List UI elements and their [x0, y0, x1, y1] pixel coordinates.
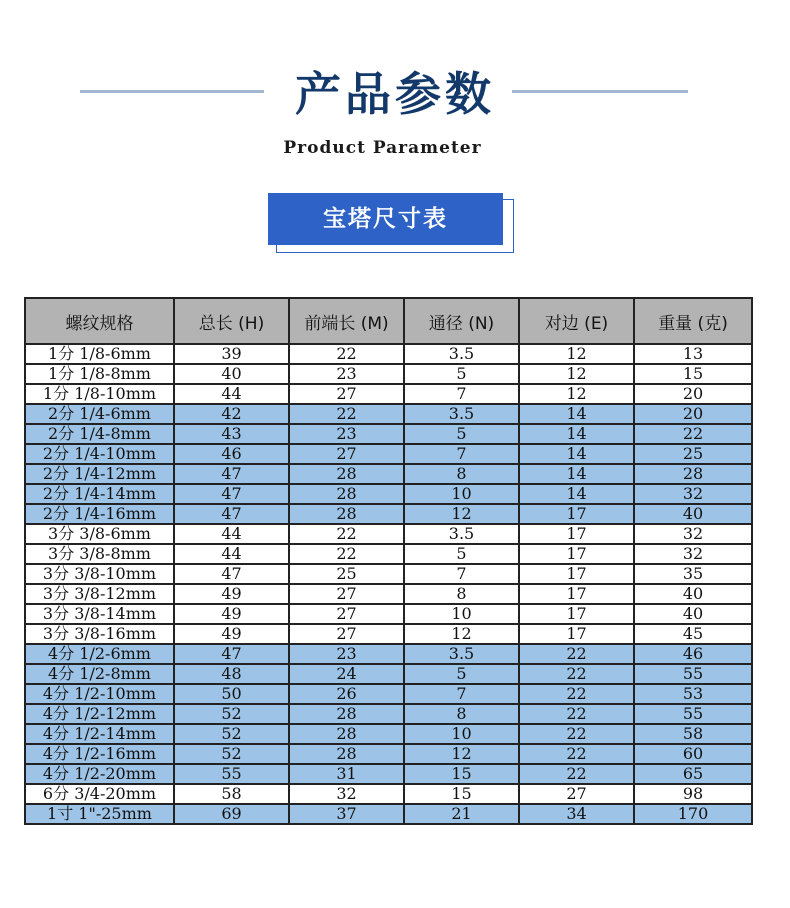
table-cell: 4分 1/2-14mm — [25, 724, 174, 744]
table-cell: 34 — [519, 804, 634, 824]
column-header: 螺纹规格 — [25, 298, 174, 344]
table-row — [25, 524, 752, 544]
table-cell: 2分 1/4-14mm — [25, 484, 174, 504]
table-cell: 46 — [634, 644, 752, 664]
table-cell: 32 — [634, 544, 752, 564]
table-row — [25, 344, 752, 364]
column-header: 重量 (克) — [634, 298, 752, 344]
table-cell: 15 — [634, 364, 752, 384]
table-cell: 5 — [404, 364, 519, 384]
table-cell: 15 — [404, 764, 519, 784]
table-cell: 7 — [404, 384, 519, 404]
table-cell: 26 — [289, 684, 404, 704]
table-row — [25, 704, 752, 724]
table-row — [25, 444, 752, 464]
table-cell: 23 — [289, 364, 404, 384]
table-cell: 69 — [174, 804, 289, 824]
table-cell: 2分 1/4-8mm — [25, 424, 174, 444]
table-cell: 52 — [174, 704, 289, 724]
table-cell: 17 — [519, 604, 634, 624]
table-cell: 58 — [174, 784, 289, 804]
table-row — [25, 804, 752, 824]
table-cell: 12 — [519, 384, 634, 404]
table-cell: 10 — [404, 484, 519, 504]
table-cell: 55 — [174, 764, 289, 784]
table-cell: 22 — [289, 524, 404, 544]
table-cell: 21 — [404, 804, 519, 824]
table-cell: 10 — [404, 724, 519, 744]
table-row — [25, 504, 752, 524]
table-cell: 22 — [519, 684, 634, 704]
table-cell: 27 — [289, 444, 404, 464]
table-cell: 3.5 — [404, 344, 519, 364]
table-cell: 20 — [634, 384, 752, 404]
table-cell: 17 — [519, 544, 634, 564]
table-cell: 24 — [289, 664, 404, 684]
table-cell: 32 — [289, 784, 404, 804]
table-cell: 44 — [174, 544, 289, 564]
table-header-row — [25, 298, 752, 344]
table-cell: 15 — [404, 784, 519, 804]
table-cell: 3.5 — [404, 404, 519, 424]
table-cell: 14 — [519, 444, 634, 464]
table-row — [25, 484, 752, 504]
page-subtitle: Product Parameter — [283, 138, 482, 158]
table-cell: 4分 1/2-8mm — [25, 664, 174, 684]
table-cell: 6分 3/4-20mm — [25, 784, 174, 804]
table-cell: 2分 1/4-12mm — [25, 464, 174, 484]
column-header: 前端长 (M) — [289, 298, 404, 344]
table-cell: 58 — [634, 724, 752, 744]
table-row — [25, 664, 752, 684]
table-cell: 25 — [289, 564, 404, 584]
spec-table — [24, 297, 753, 825]
table-cell: 45 — [634, 624, 752, 644]
table-row — [25, 584, 752, 604]
table-cell: 52 — [174, 744, 289, 764]
table-row — [25, 784, 752, 804]
table-cell: 27 — [289, 604, 404, 624]
table-cell: 32 — [634, 524, 752, 544]
table-cell: 7 — [404, 684, 519, 704]
table-cell: 3分 3/8-8mm — [25, 544, 174, 564]
table-cell: 22 — [634, 424, 752, 444]
table-cell: 27 — [289, 624, 404, 644]
table-cell: 14 — [519, 424, 634, 444]
table-cell: 3分 3/8-12mm — [25, 584, 174, 604]
table-row — [25, 644, 752, 664]
table-cell: 4分 1/2-12mm — [25, 704, 174, 724]
table-cell: 28 — [289, 724, 404, 744]
table-cell: 32 — [634, 484, 752, 504]
table-cell: 28 — [289, 464, 404, 484]
title-divider-right — [512, 90, 688, 93]
table-cell: 27 — [289, 384, 404, 404]
table-cell: 170 — [634, 804, 752, 824]
table-cell: 27 — [519, 784, 634, 804]
table-row — [25, 684, 752, 704]
table-cell: 3.5 — [404, 524, 519, 544]
table-cell: 17 — [519, 564, 634, 584]
table-cell: 8 — [404, 704, 519, 724]
table-cell: 12 — [404, 504, 519, 524]
table-cell: 2分 1/4-16mm — [25, 504, 174, 524]
table-cell: 20 — [634, 404, 752, 424]
table-cell: 47 — [174, 504, 289, 524]
table-cell: 47 — [174, 464, 289, 484]
table-cell: 49 — [174, 584, 289, 604]
table-cell: 48 — [174, 664, 289, 684]
table-cell: 55 — [634, 704, 752, 724]
table-cell: 28 — [289, 504, 404, 524]
table-cell: 22 — [519, 764, 634, 784]
table-cell: 50 — [174, 684, 289, 704]
table-cell: 7 — [404, 444, 519, 464]
column-header: 通径 (N) — [404, 298, 519, 344]
table-cell: 4分 1/2-16mm — [25, 744, 174, 764]
table-cell: 4分 1/2-6mm — [25, 644, 174, 664]
table-cell: 14 — [519, 404, 634, 424]
section-badge: 宝塔尺寸表 — [268, 193, 503, 245]
table-cell: 25 — [634, 444, 752, 464]
table-cell: 40 — [634, 604, 752, 624]
table-cell: 28 — [289, 744, 404, 764]
table-cell: 40 — [634, 504, 752, 524]
table-cell: 22 — [289, 344, 404, 364]
table-cell: 47 — [174, 644, 289, 664]
table-cell: 28 — [634, 464, 752, 484]
table-cell: 7 — [404, 564, 519, 584]
table-cell: 3分 3/8-10mm — [25, 564, 174, 584]
table-row — [25, 464, 752, 484]
table-cell: 60 — [634, 744, 752, 764]
table-cell: 47 — [174, 564, 289, 584]
table-cell: 2分 1/4-6mm — [25, 404, 174, 424]
table-cell: 4分 1/2-10mm — [25, 684, 174, 704]
table-cell: 37 — [289, 804, 404, 824]
table-cell: 3.5 — [404, 644, 519, 664]
table-row — [25, 364, 752, 384]
table-cell: 22 — [519, 664, 634, 684]
table-cell: 12 — [404, 744, 519, 764]
table-cell: 4分 1/2-20mm — [25, 764, 174, 784]
table-cell: 65 — [634, 764, 752, 784]
table-cell: 17 — [519, 504, 634, 524]
table-cell: 22 — [289, 404, 404, 424]
table-row — [25, 744, 752, 764]
table-cell: 43 — [174, 424, 289, 444]
table-cell: 39 — [174, 344, 289, 364]
table-cell: 5 — [404, 544, 519, 564]
table-cell: 17 — [519, 584, 634, 604]
table-cell: 28 — [289, 484, 404, 504]
table-cell: 17 — [519, 624, 634, 644]
table-cell: 98 — [634, 784, 752, 804]
table-cell: 12 — [519, 344, 634, 364]
table-cell: 55 — [634, 664, 752, 684]
table-row — [25, 764, 752, 784]
table-row — [25, 544, 752, 564]
table-cell: 3分 3/8-16mm — [25, 624, 174, 644]
table-row — [25, 404, 752, 424]
table-body — [25, 344, 752, 824]
table-cell: 49 — [174, 624, 289, 644]
table-cell: 1分 1/8-8mm — [25, 364, 174, 384]
title-section — [0, 66, 790, 126]
table-cell: 8 — [404, 584, 519, 604]
table-cell: 28 — [289, 704, 404, 724]
table-cell: 22 — [519, 724, 634, 744]
table-cell: 22 — [519, 644, 634, 664]
table-cell: 12 — [404, 624, 519, 644]
table-row — [25, 384, 752, 404]
table-cell: 1分 1/8-6mm — [25, 344, 174, 364]
table-cell: 10 — [404, 604, 519, 624]
table-cell: 49 — [174, 604, 289, 624]
table-cell: 8 — [404, 464, 519, 484]
table-cell: 44 — [174, 384, 289, 404]
table-cell: 13 — [634, 344, 752, 364]
table-cell: 5 — [404, 664, 519, 684]
table-cell: 1分 1/8-10mm — [25, 384, 174, 404]
table-cell: 3分 3/8-14mm — [25, 604, 174, 624]
table-cell: 23 — [289, 424, 404, 444]
table-row — [25, 564, 752, 584]
page-title: 产品参数 — [295, 67, 495, 121]
table-cell: 1寸 1"-25mm — [25, 804, 174, 824]
table-cell: 40 — [634, 584, 752, 604]
table-cell: 35 — [634, 564, 752, 584]
table-cell: 27 — [289, 584, 404, 604]
table-cell: 46 — [174, 444, 289, 464]
title-divider-left — [80, 90, 264, 93]
table-cell: 23 — [289, 644, 404, 664]
table-row — [25, 624, 752, 644]
column-header: 对边 (E) — [519, 298, 634, 344]
table-cell: 31 — [289, 764, 404, 784]
table-row — [25, 724, 752, 744]
table-cell: 22 — [519, 704, 634, 724]
table-cell: 44 — [174, 524, 289, 544]
table-cell: 53 — [634, 684, 752, 704]
table-cell: 47 — [174, 484, 289, 504]
table-cell: 40 — [174, 364, 289, 384]
column-header: 总长 (H) — [174, 298, 289, 344]
table-cell: 22 — [289, 544, 404, 564]
table-cell: 5 — [404, 424, 519, 444]
table-cell: 52 — [174, 724, 289, 744]
table-cell: 17 — [519, 524, 634, 544]
table-row — [25, 604, 752, 624]
table-cell: 3分 3/8-6mm — [25, 524, 174, 544]
table-cell: 14 — [519, 484, 634, 504]
table-cell: 14 — [519, 464, 634, 484]
table-row — [25, 424, 752, 444]
table-cell: 22 — [519, 744, 634, 764]
table-cell: 2分 1/4-10mm — [25, 444, 174, 464]
table-cell: 12 — [519, 364, 634, 384]
table-cell: 42 — [174, 404, 289, 424]
